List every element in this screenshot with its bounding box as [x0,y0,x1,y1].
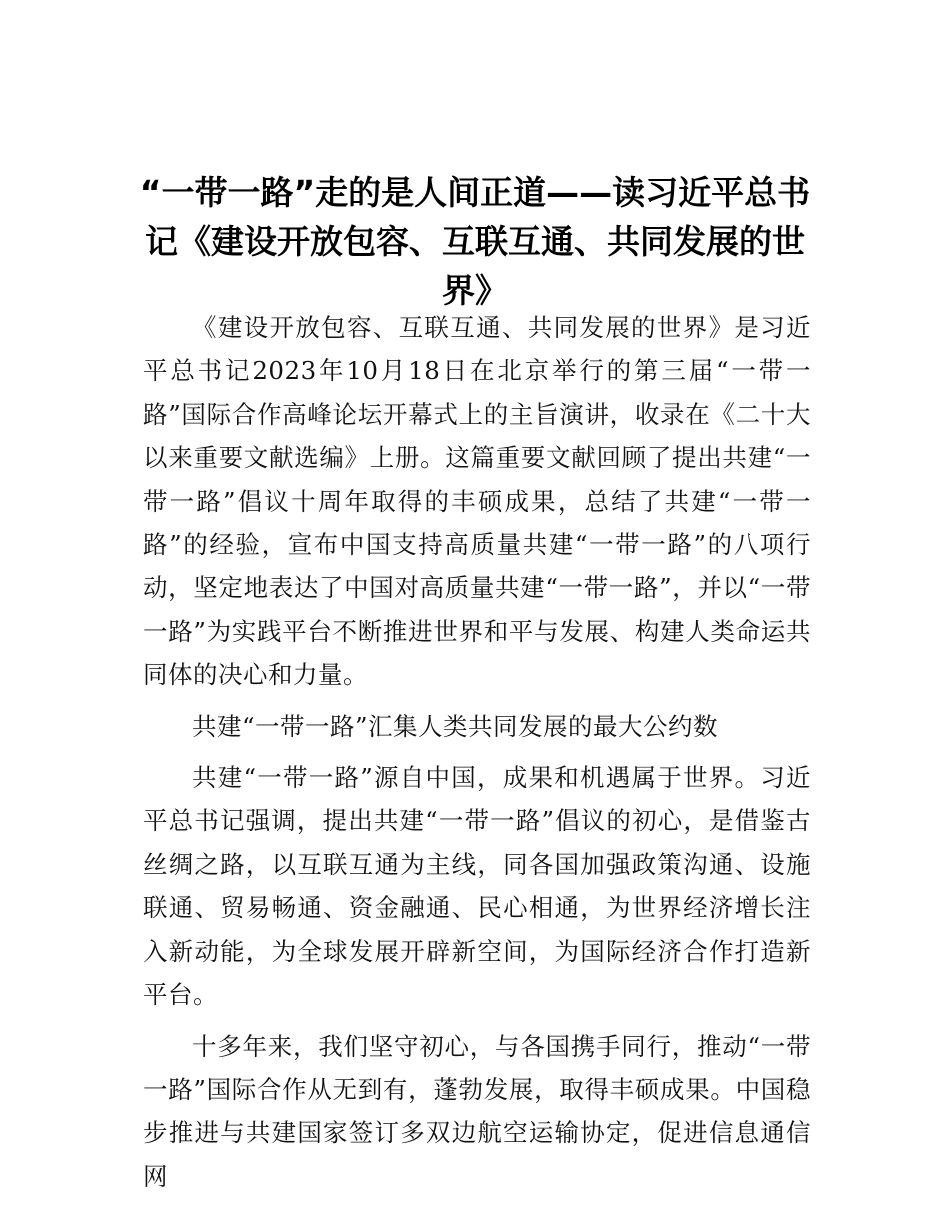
paragraph-achievements: 十多年来，我们坚守初心，与各国携手同行，推动“一带一路”国际合作从无到有，蓬勃发展，取得丰硕成果。中国稳步推进与共建国家签订多双边航空运输协定，促进信息通信网 [143,1031,811,1191]
paragraph-intro: 《建设开放包容、互联互通、共同发展的世界》是习近平总书记2023年10月18日在北京举行的第三届“一带一路”国际合作高峰论坛开幕式上的主旨演讲，收录在《二十大以来重要文献选编》上册。这篇重要文献回顾了提出共建“一带一路”倡议十周年取得的丰硕成果，总结了共建“一带一路”的经验，宣布中国支持高质量共建“一带一路”的八项行动，坚定地表达了中国对高质量共建“一带一路”，并以“一带一路”为实践平台不断推进世界和平与发展、构建人类命运共同体的决心和力量。 [143,313,811,690]
paragraph-origin: 共建“一带一路”源自中国，成果和机遇属于世界。习近平总书记强调，提出共建“一带一路”倡议的初心，是借鉴古丝绸之路，以互联互通为主线，同各国加强政策沟通、设施联通、贸易畅通、资金融通、民心相通，为世界经济增长注入新动能，为全球发展开辟新空间，为国际经济合作打造新平台。 [143,763,811,1010]
document-title: “一带一路”走的是人间正道——读习近平总书记《建设开放包容、互联互通、共同发展的世界》 [139,173,811,310]
document-body [143,306,811,1198]
section-heading: 共建“一带一路”汇集人类共同发展的最大公约数 [192,711,719,741]
